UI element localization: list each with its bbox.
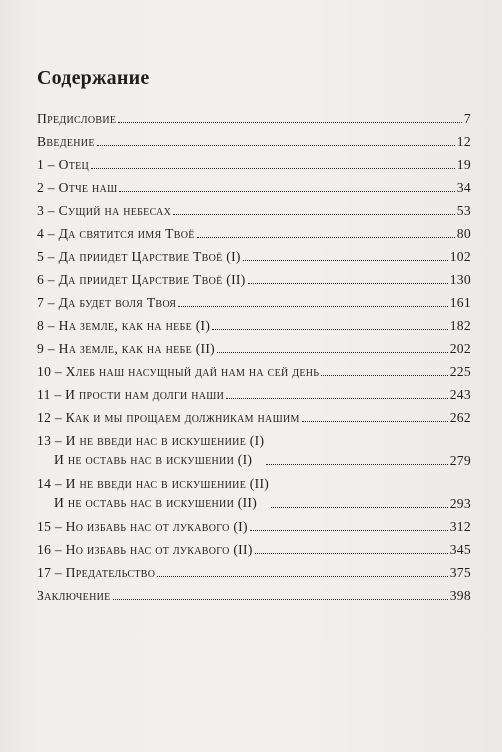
toc-page-number: 398 xyxy=(449,588,471,603)
toc-entry-label: 17 – Предательство xyxy=(37,565,156,580)
toc-entry-label: 4 – Да святится имя Твоё xyxy=(37,226,195,241)
toc-page-number: 293 xyxy=(449,496,471,511)
toc-entry-label: 7 – Да будет воля Твоя xyxy=(37,295,177,310)
dot-leader xyxy=(243,260,448,261)
toc-entry-label-block xyxy=(37,474,269,512)
toc-entry xyxy=(37,242,471,265)
toc-entry-label: 14 – И не введи нас в искушениие (II) xyxy=(37,476,270,491)
toc-entry-label-continued: И не оставь нас в искушении (I) xyxy=(54,452,253,467)
toc-entry-label: Заключение xyxy=(37,588,111,603)
toc-page-number: 182 xyxy=(449,318,471,333)
toc-page-number: 34 xyxy=(456,180,471,195)
dot-leader xyxy=(91,168,455,169)
toc-entry-label: 12 – Как и мы прощаем должникам нашим xyxy=(37,410,300,425)
dot-leader xyxy=(212,329,448,330)
toc-entry-label: 8 – На земле, как на небе (I) xyxy=(37,318,211,333)
toc-entry-label: 1 – Отец xyxy=(37,157,90,172)
toc-entry xyxy=(37,196,471,219)
toc-page-number: 53 xyxy=(456,203,471,218)
dot-leader xyxy=(113,599,448,600)
toc-page-number: 202 xyxy=(449,341,471,356)
dot-leader xyxy=(217,352,448,353)
dot-leader xyxy=(119,191,454,192)
dot-leader xyxy=(226,398,448,399)
toc-entry xyxy=(37,581,471,604)
toc-page-number: 375 xyxy=(449,565,471,580)
toc-entry xyxy=(37,150,471,173)
toc-entry-label: Введение xyxy=(37,134,95,149)
dot-leader xyxy=(173,214,455,215)
dot-leader xyxy=(97,145,455,146)
toc-entry xyxy=(37,535,471,558)
toc-page-number: 279 xyxy=(449,453,471,468)
toc-entry xyxy=(37,558,471,581)
toc-entry xyxy=(37,512,471,535)
toc-entry xyxy=(37,334,471,357)
toc-entry-label: Предисловие xyxy=(37,111,117,126)
toc-entry-label-continued: И не оставь нас в искушении (II) xyxy=(54,495,258,510)
page-title: Содержание xyxy=(37,67,150,90)
toc-entry-label: 3 – Сущий на небесах xyxy=(37,203,172,218)
dot-leader xyxy=(302,421,448,422)
toc-page-number: 12 xyxy=(456,134,471,149)
table-of-contents xyxy=(37,104,471,604)
dot-leader xyxy=(250,530,448,531)
dot-leader xyxy=(118,122,462,123)
toc-entry xyxy=(37,311,471,334)
toc-entry-label: 15 – Но избавь нас от лукавого (I) xyxy=(37,519,248,534)
dot-leader xyxy=(271,507,448,508)
toc-entry xyxy=(37,380,471,403)
toc-entry xyxy=(37,403,471,426)
toc-page-number: 225 xyxy=(449,364,471,379)
toc-entry xyxy=(37,104,471,127)
toc-entry xyxy=(37,288,471,311)
toc-page-number: 262 xyxy=(449,410,471,425)
dot-leader xyxy=(321,375,447,376)
toc-page-number: 19 xyxy=(456,157,471,172)
dot-leader xyxy=(248,283,448,284)
dot-leader xyxy=(157,576,447,577)
toc-entry-two-line xyxy=(37,469,471,512)
dot-leader xyxy=(178,306,448,307)
toc-page-number: 345 xyxy=(449,542,471,557)
toc-entry-label: 6 – Да приидет Царствие Твоё (II) xyxy=(37,272,246,287)
toc-entry-label: 9 – На земле, как на небе (II) xyxy=(37,341,216,356)
toc-entry xyxy=(37,173,471,196)
toc-entry-label: 16 – Но избавь нас от лукавого (II) xyxy=(37,542,253,557)
toc-entry-two-line xyxy=(37,426,471,469)
bleed-through-text xyxy=(8,0,494,26)
toc-entry xyxy=(37,357,471,380)
toc-entry xyxy=(37,127,471,150)
toc-entry-label: 5 – Да приидет Царствие Твоё (I) xyxy=(37,249,241,264)
dot-leader xyxy=(197,237,455,238)
dot-leader xyxy=(255,553,448,554)
toc-entry-label: 11 – И прости нам долги наши xyxy=(37,387,225,402)
toc-page-number: 80 xyxy=(456,226,471,241)
toc-page-number: 102 xyxy=(449,249,471,264)
dot-leader xyxy=(266,464,447,465)
toc-page-number: 130 xyxy=(449,272,471,287)
toc-entry-label: 13 – И не введи нас в искушениие (I) xyxy=(37,433,265,448)
toc-page-number: 312 xyxy=(449,519,471,534)
toc-entry-label-block xyxy=(37,431,264,469)
toc-entry-label: 10 – Хлеб наш насущный дай нам на сей день xyxy=(37,364,320,379)
toc-entry-label: 2 – Отче наш xyxy=(37,180,118,195)
toc-page-number: 7 xyxy=(463,111,471,126)
toc-page-number: 161 xyxy=(449,295,471,310)
toc-entry xyxy=(37,219,471,242)
toc-entry xyxy=(37,265,471,288)
toc-page-number: 243 xyxy=(449,387,471,402)
